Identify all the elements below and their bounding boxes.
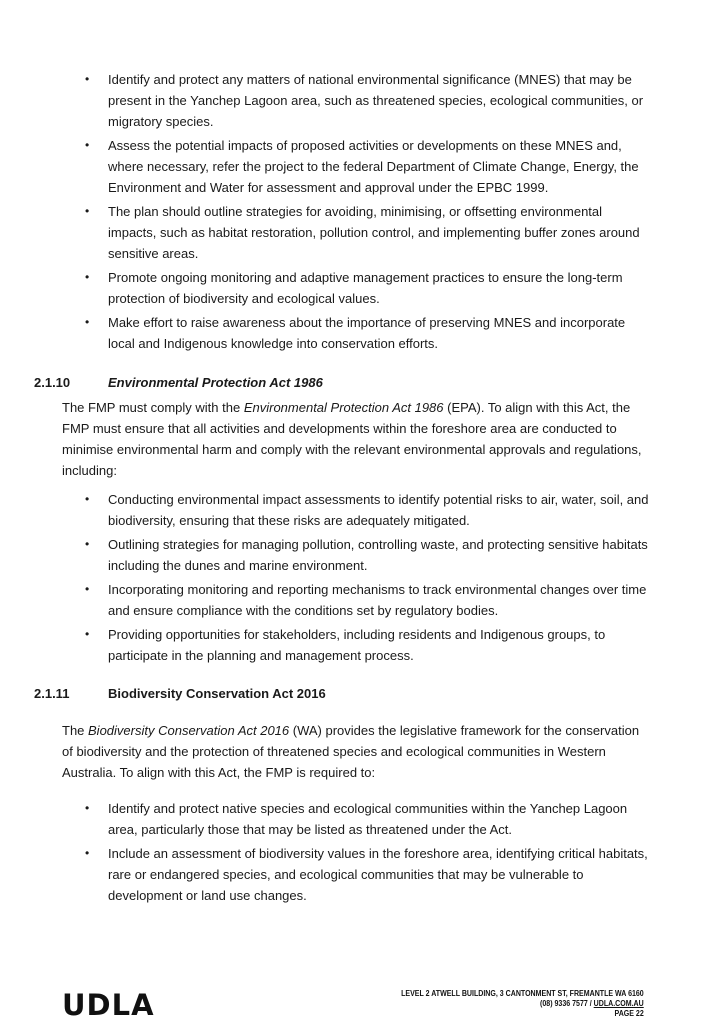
bullet-icon: • [85,270,90,284]
bc-act-bullet-list [0,798,706,909]
list-item: • Incorporating monitoring and reporting mechanisms to track environmental changes over time and ensure compliance with the conditions set by regulatory bodies. [0,579,706,621]
footer-contact: (08) 9336 7577 / UDLA.COM.AU [540,999,644,1008]
bullet-icon: • [85,627,90,641]
act-name-italic: Environmental Protection Act 1986 [243,400,444,415]
section-paragraph: The FMP must comply with the Environmental Protection Act 1986 (EPA). To align with this Act, the FMP must ensure that all activities and developments within the foreshore area are conducted to minimise environmental harm and comply with the relevant environmental approvals and regulations, including: [62,400,642,478]
mnes-bullet-list [0,69,706,357]
list-item: • Identify and protect any matters of national environmental significance (MNES) that may be present in the Yanchep Lagoon area, such as threatened species, ecological communities, or migratory species. [0,69,706,132]
bullet-icon: • [85,537,90,551]
list-item: • Providing opportunities for stakeholders, including residents and Indigenous groups, to participate in the planning and management process. [0,624,706,666]
page-footer [401,989,644,1019]
list-item: • Conducting environmental impact assessments to identify potential risks to air, water, soil, and biodiversity, ensuring that these risks are adequately mitigated. [0,489,706,531]
udla-logo: UDLA [62,988,155,1022]
list-item: • Assess the potential impacts of proposed activities or developments on these MNES and, where necessary, refer the project to the federal Department of Climate Change, Energy, the Environment and Water for assessment and approval under the EPBC 1999. [0,135,706,198]
bullet-icon: • [85,582,90,596]
bullet-icon: • [85,492,90,506]
bullet-icon: • [85,72,90,86]
list-item: • Outlining strategies for managing pollution, controlling waste, and protecting sensitive habitats including the dunes and marine environment. [0,534,706,576]
bullet-icon: • [85,846,90,860]
list-item: • The plan should outline strategies for avoiding, minimising, or offsetting environmental impacts, such as habitat restoration, pollution control, and implementing buffer zones around sensitive areas. [0,201,706,264]
section-title: Biodiversity Conservation Act 2016 [108,686,326,701]
section-paragraph: The Biodiversity Conservation Act 2016 (WA) provides the legislative framework for the conservation of biodiversity and the protection of threatened species and ecological communities in Western Australia. To align with this Act, the FMP is required to: [62,723,640,780]
act-name-italic: Biodiversity Conservation Act 2016 [88,723,290,738]
bullet-icon: • [85,315,90,329]
list-item: • Promote ongoing monitoring and adaptive management practices to ensure the long-term protection of biodiversity and ecological values. [0,267,706,309]
bullet-icon: • [85,801,90,815]
section-title: Environmental Protection Act 1986 [108,375,323,390]
list-item: • Make effort to raise awareness about the importance of preserving MNES and incorporate local and Indigenous knowledge into conservation efforts. [0,312,706,354]
section-number: 2.1.11 [34,686,70,701]
section-heading-2-1-10 [34,373,323,393]
bullet-icon: • [85,138,90,152]
footer-address: LEVEL 2 ATWELL BUILDING, 3 CANTONMENT ST, FREMANTLE WA 6160 [401,989,644,998]
footer-phone: (08) 9336 7577 [540,999,589,1008]
section-heading-2-1-11 [34,684,326,704]
bullet-icon: • [85,204,90,218]
page-number: PAGE 22 [614,1009,644,1018]
epa-bullet-list [0,489,706,669]
list-item: • Identify and protect native species and ecological communities within the Yanchep Lagoon area, particularly those that may be listed as threatened under the Act. [0,798,706,840]
section-number: 2.1.10 [34,375,71,390]
list-item: • Include an assessment of biodiversity values in the foreshore area, identifying critical habitats, rare or endangered species, and ecological communities that may be vulnerable to development or land use changes. [0,843,706,906]
website-link[interactable]: UDLA.COM.AU [593,999,644,1008]
